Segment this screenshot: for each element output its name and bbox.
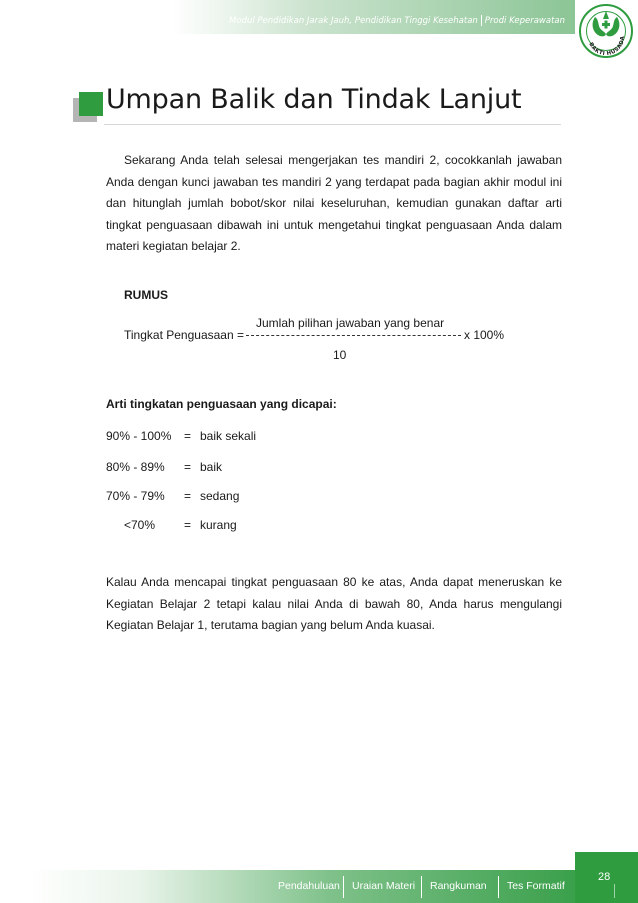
nav-separator [498,876,499,898]
level-row [106,489,239,503]
level-equals: = [184,429,192,443]
formula-row [124,328,504,342]
module-title: Modul Pendidikan Jarak Jauh, Pendidikan Tinggi Kesehatan [229,16,478,26]
level-equals: = [184,460,192,474]
formula-fraction-line [246,335,461,336]
nav-separator [421,876,422,898]
intro-paragraph: Sekarang Anda telah selesai mengerjakan tes mandiri 2, cocokkanlah jawaban Anda dengan kunci jawaban tes mandiri 2 yang terdapat pada bagian akhir modul ini dan hitunglah jumlah bobot/skor nilai keseluruhan, kemudian gunakan daftar arti tingkat penguasaan dibawah ini untuk mengetahui tingkat penguasaan Anda dalam materi kegiatan belajar 2. [106,153,562,253]
level-label: kurang [200,518,237,532]
level-equals: = [184,518,192,532]
level-label: sedang [200,489,240,503]
formula-heading: RUMUS [124,288,168,302]
title-marker-green-square [79,92,103,116]
title-divider [104,124,561,125]
level-range: <70% [124,518,156,532]
formula-multiplier: x 100% [463,328,505,342]
logo-text: BAKTI HUSADA [587,35,627,58]
nav-tes-formatif[interactable]: Tes Formatif [507,880,565,892]
formula-numerator: Jumlah pilihan jawaban yang benar [256,316,445,330]
nav-rangkuman[interactable]: Rangkuman [430,880,487,892]
formula-denominator: 10 [333,348,347,362]
nav-pendahuluan[interactable]: Pendahuluan [278,880,340,892]
page-number-rule [614,884,615,898]
level-row [106,518,237,532]
level-range: 70% - 79% [106,489,165,503]
nav-uraian-materi[interactable]: Uraian Materi [352,880,416,892]
closing-paragraph: Kalau Anda mencapai tingkat penguasaan 80 ke atas, Anda dapat meneruskan ke Kegiatan Belajar 2 tetapi kalau nilai Anda di bawah 80, Anda harus mengulangi Kegiatan Belajar 1, terutama bagian yang belum Anda kuasai. [106,575,562,632]
program-name: Prodi Keperawatan [484,16,565,26]
formula-label: Tingkat Penguasaan = [124,328,244,342]
level-row [106,460,222,474]
page-number: 28 [598,871,611,883]
header-separator [481,15,482,26]
nav-separator [343,876,344,898]
level-range: 80% - 89% [106,460,165,474]
page-title: Umpan Balik dan Tindak Lanjut [106,84,522,115]
level-label: baik [200,460,223,474]
level-range: 90% - 100% [106,429,172,443]
kemenkes-bakti-husada-logo [578,3,634,59]
level-row [106,429,256,443]
level-equals: = [184,489,192,503]
levels-title: Arti tingkatan penguasaan yang dicapai: [106,397,337,411]
header-bar [0,0,575,34]
level-label: baik sekali [200,429,257,443]
running-header [229,15,565,26]
